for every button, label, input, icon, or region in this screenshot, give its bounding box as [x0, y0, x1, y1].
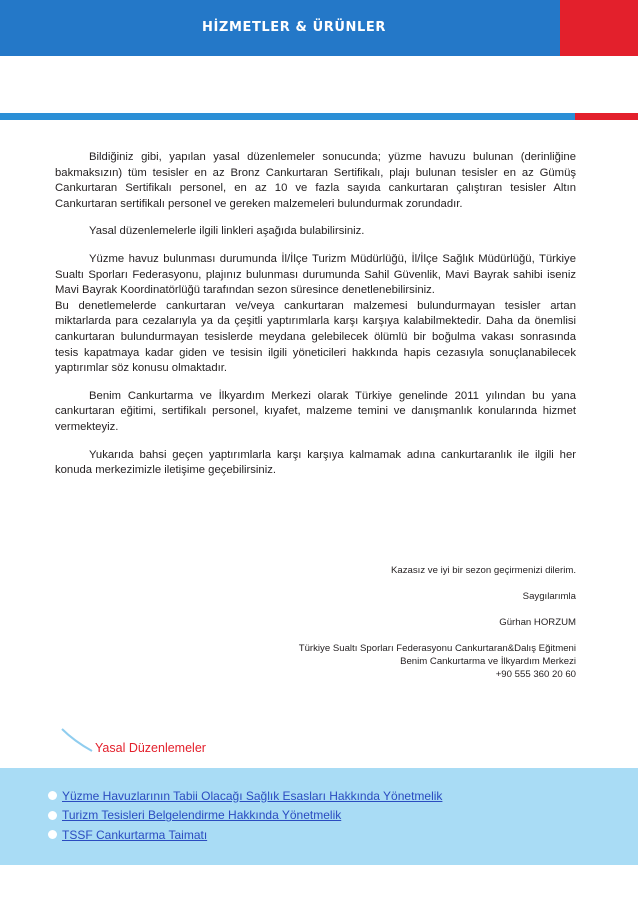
signer-org: Benim Cankurtarma ve İlkyardım Merkezi	[400, 656, 576, 667]
list-item	[48, 786, 442, 806]
list-item	[48, 806, 442, 826]
bullet-icon	[48, 791, 57, 800]
divider-band-accent	[575, 113, 638, 120]
link-pool-regulation[interactable]: Yüzme Havuzlarının Tabii Olacağı Sağlık Esasları Hakkında Yönetmelik	[62, 788, 443, 803]
paragraph: Yüzme havuz bulunması durumunda İl/İlçe Turizm Müdürlüğü, İl/İlçe Sağlık Müdürlüğü, Türkiye Sualtı Sporları Federasyonu, plajınız bulunması durumunda Sahil Güvenlik, Mavi Bayrak sahibi iseniz Mavi Bayrak Koordinatörlüğü tarafından sezon süresince denetlenebilirsiniz.	[55, 252, 576, 297]
header-accent	[560, 0, 638, 56]
paragraph: Yasal düzenlemelerle ilgili linkleri aşağıda bulabilirsiniz.	[89, 225, 365, 238]
bullet-icon	[48, 830, 57, 839]
paragraph: Yukarıda bahsi geçen yaptırımlarla karşı karşıya kalmamak adına cankurtaranlık ile ilgili her konuda merkezimizle iletişime geçebilirsiniz.	[55, 448, 576, 477]
section-decoration	[60, 727, 94, 753]
paragraph: Bu denetlemelerde cankurtaran ve/veya cankurtaran malzemesi bulundurmayan tesisler artan miktarlarda para cezalarıyla ya da çeşitli yaptırımlarla karşı karşıya kalabilmektedir. Daha da önemlisi cankurtaran bulundurmayan tesislerde meydana gelebilecek ölümlü bir boğulma vakası sonrasında tesis kapatmaya kadar giden ve tesisin ilgili yöneticileri hakkında hapis cezasıyla sonuçlanabilecek yaptırımlar söz konusu olmaktadır.	[55, 299, 576, 375]
section-title: Yasal Düzenlemeler	[95, 741, 206, 755]
divider-band	[0, 113, 575, 120]
link-tssf-instruction[interactable]: TSSF Cankurtarma Taimatı	[62, 827, 208, 842]
list-item	[48, 825, 442, 845]
body-text	[55, 150, 576, 479]
regulation-links	[48, 786, 442, 845]
closing-line: Kazasız ve iyi bir sezon geçirmenizi dilerim.	[390, 565, 576, 576]
signer-phone: +90 555 360 20 60	[495, 669, 576, 680]
paragraph: Benim Cankurtarma ve İlkyardım Merkezi olarak Türkiye genelinde 2011 yılından bu yana cankurtaran eğitimi, sertifikalı personel, kıyafet, malzeme temini ve danışmanlık konularında hizmet vermekteyiz.	[55, 389, 576, 433]
signer-name: Gürhan HORZUM	[499, 617, 576, 628]
signer-role: Türkiye Sualtı Sporları Federasyonu Cankurtaran&Dalış Eğitmeni	[298, 643, 576, 654]
link-tourism-certification[interactable]: Turizm Tesisleri Belgelendirme Hakkında Yönetmelik	[62, 808, 342, 823]
page-title: HİZMETLER & ÜRÜNLER	[202, 20, 386, 35]
paragraph: Bildiğiniz gibi, yapılan yasal düzenlemeler sonucunda; yüzme havuzu bulunan (derinliğine bakmaksızın) tüm tesisler en az Bronz Cankurtaran Sertifikalı, plajı bulunan tesisler en az Gümüş Cankurtaran Sertifikalı personel, en az 10 ve fazla sayıda cankurtaran çalıştıran tesisler Altın Cankurtaran sertifikalı personel ve gereken malzemeleri bulundurmak zorundadır.	[55, 151, 576, 210]
bullet-icon	[48, 811, 57, 820]
regards-line: Saygılarımla	[522, 591, 576, 602]
